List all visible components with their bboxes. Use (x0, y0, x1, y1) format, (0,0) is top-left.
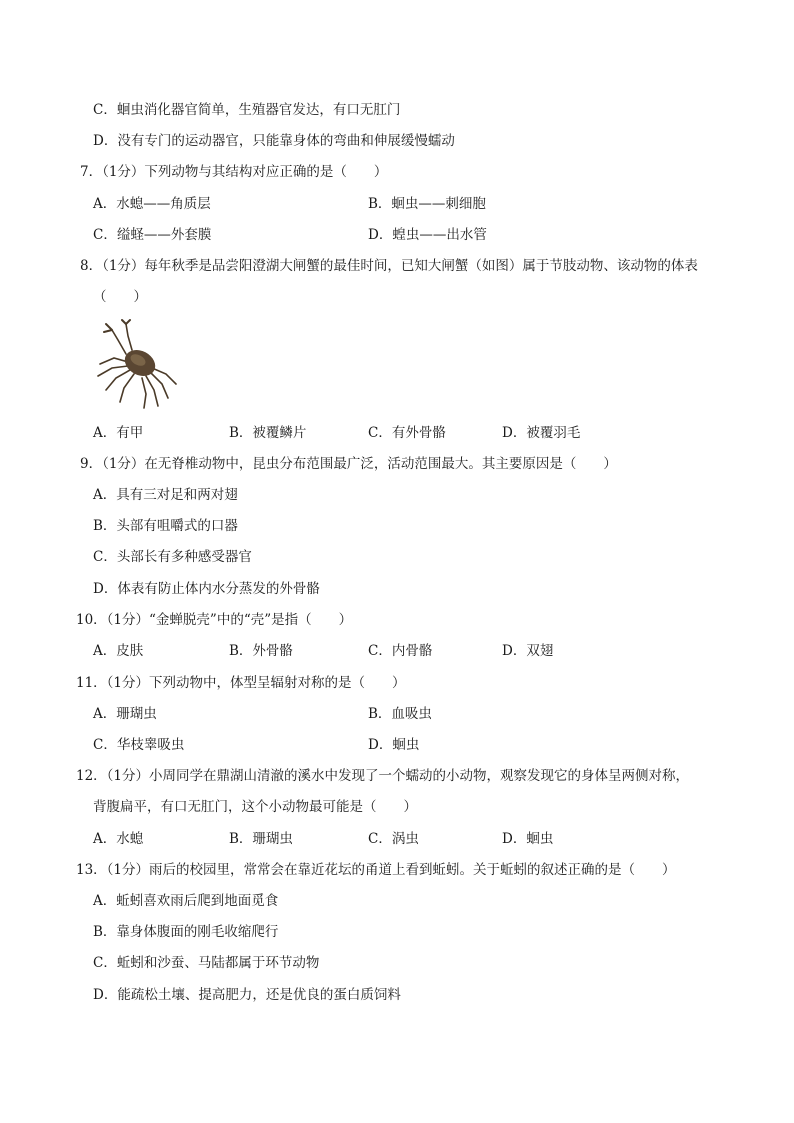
q7-option-b: B．蛔虫——刺细胞 (368, 196, 486, 212)
q8-stem-continued: （ ） (93, 289, 147, 305)
q6-option-d: D．没有专门的运动器官，只能靠身体的弯曲和伸展缓慢蠕动 (93, 133, 455, 149)
q10-stem: 10．（1分）“金蝉脱壳”中的“壳”是指（ ） (76, 612, 353, 628)
q8-stem: 8．（1分）每年秋季是品尝阳澄湖大闸蟹的最佳时间，已知大闸蟹（如图）属于节肢动物、该动物的体表 (80, 258, 698, 274)
q12-stem: 12．（1分）小周同学在鼎湖山清澈的溪水中发现了一个蠕动的小动物，观察发现它的身体呈两侧对称， (76, 768, 690, 784)
q9-stem: 9．（1分）在无脊椎动物中，昆虫分布范围最广泛，活动范围最大。其主要原因是（ ） (80, 456, 617, 472)
q13-option-c: C．蚯蚓和沙蚕、马陆都属于环节动物 (93, 955, 320, 971)
q10-option-d: D．双翅 (502, 643, 554, 659)
q12-option-c: C．涡虫 (368, 831, 419, 847)
q12-stem-continued: 背腹扁平，有口无肛门，这个小动物最可能是（ ） (93, 799, 417, 815)
q12-option-a: A．水螅 (93, 831, 144, 847)
crab-image (92, 318, 188, 410)
q8-option-c: C．有外骨骼 (368, 425, 446, 441)
q11-stem: 11．（1分）下列动物中，体型呈辐射对称的是（ ） (76, 675, 406, 691)
q7-option-c: C．缢蛏——外套膜 (93, 227, 212, 243)
q12-option-d: D．蛔虫 (502, 831, 554, 847)
q9-option-b: B．头部有咀嚼式的口器 (93, 518, 238, 534)
q9-option-d: D．体表有防止体内水分蒸发的外骨骼 (93, 581, 320, 597)
q6-option-c: C．蛔虫消化器官简单，生殖器官发达，有口无肛门 (93, 102, 401, 118)
q11-option-d: D．蛔虫 (368, 737, 420, 753)
q11-option-c: C．华枝睾吸虫 (93, 737, 185, 753)
q8-option-a: A．有甲 (93, 425, 144, 441)
q7-stem: 7．（1分）下列动物与其结构对应正确的是（ ） (80, 164, 388, 180)
q8-option-b: B．被覆鳞片 (229, 425, 307, 441)
q9-option-c: C．头部长有多种感受器官 (93, 549, 252, 565)
q13-option-a: A．蚯蚓喜欢雨后爬到地面觅食 (93, 893, 279, 909)
q10-option-a: A．皮肤 (93, 643, 144, 659)
q7-option-a: A．水螅——角质层 (93, 196, 211, 212)
q8-option-d: D．被覆羽毛 (502, 425, 581, 441)
q10-option-b: B．外骨骼 (229, 643, 293, 659)
q13-option-d: D．能疏松土壤、提高肥力，还是优良的蛋白质饲料 (93, 987, 401, 1003)
q13-stem: 13．（1分）雨后的校园里，常常会在靠近花坛的甬道上看到蚯蚓。关于蚯蚓的叙述正确的是（ ） (76, 862, 676, 878)
q13-option-b: B．靠身体腹面的刚毛收缩爬行 (93, 924, 279, 940)
q11-option-b: B．血吸虫 (368, 706, 432, 722)
q9-option-a: A．具有三对足和两对翅 (93, 487, 238, 503)
q12-option-b: B．珊瑚虫 (229, 831, 293, 847)
q10-option-c: C．内骨骼 (368, 643, 433, 659)
q7-option-d: D．蝗虫——出水管 (368, 227, 487, 243)
q11-option-a: A．珊瑚虫 (93, 706, 157, 722)
